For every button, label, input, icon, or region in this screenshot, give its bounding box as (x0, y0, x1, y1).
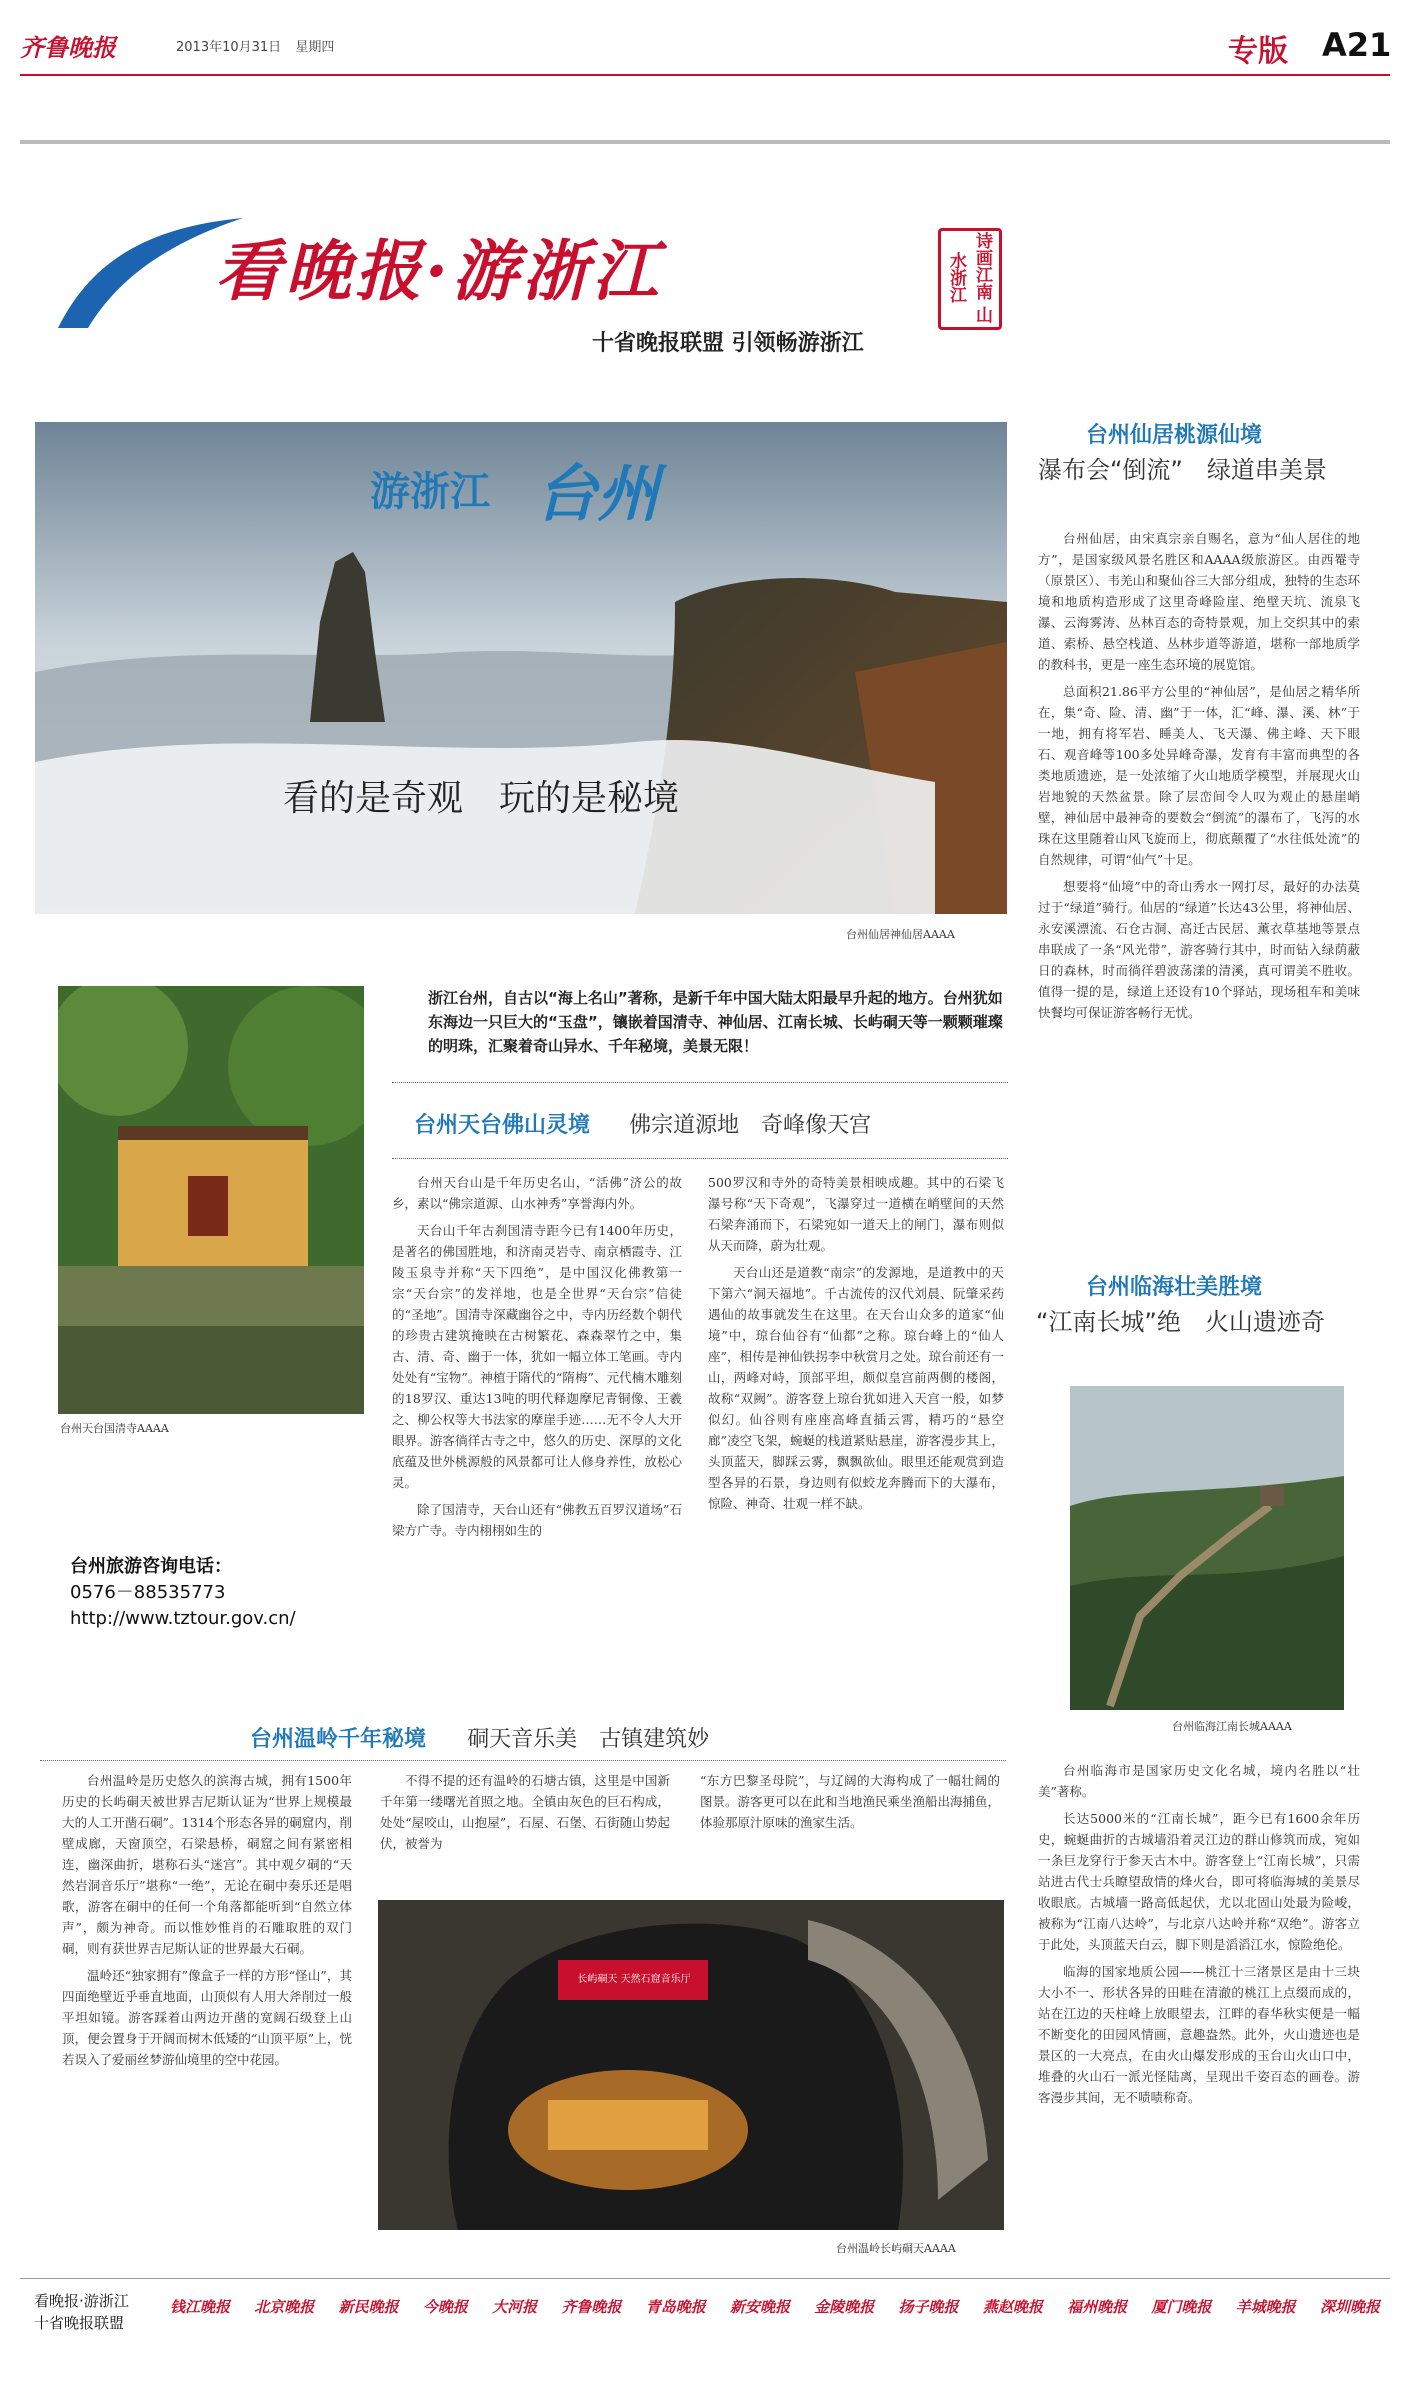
wenling-caption: 台州温岭长屿硐天AAAA (836, 2242, 956, 2255)
wenling-title: 台州温岭千年秘境 (250, 1727, 427, 1752)
linhai-subtitle: “江南长城”绝 火山遗迹奇 (1036, 1308, 1325, 1336)
contact-phone: 0576－88535773 (70, 1582, 226, 1603)
cave-concert-image (378, 1900, 1004, 2230)
linhai-caption: 台州临海江南长城AAAA (1172, 1720, 1292, 1733)
header-rule (20, 74, 1390, 76)
cave-sign: 长屿硐天 天然石窟音乐厅 (577, 1974, 691, 1985)
tiantai-col1-para-1: 台州天台山是千年历史名山，“活佛”济公的故乡，素以“佛宗道源、山水神秀”享誉海内外。 (392, 1175, 682, 1211)
tiantai-column-1 (392, 1172, 682, 1632)
footer-paper-1: 钱江晚报 (170, 2298, 231, 2316)
footer-paper-2: 北京晚报 (254, 2298, 315, 2316)
footer-paper-13: 厦门晚报 (1151, 2298, 1212, 2316)
footer-paper-14: 羊城晚报 (1235, 2298, 1296, 2316)
tiantai-col1-para-3: 除了国清寺，天台山还有“佛教五百罗汉道场”石梁方广寺。寺内栩栩如生的 (392, 1502, 682, 1538)
guoqing-photo (58, 986, 364, 1414)
hero-caption: 台州仙居神仙居AAAA (846, 928, 955, 941)
wenling-subtitle: 硐天音乐美 古镇建筑妙 (467, 1727, 710, 1752)
hero-tagline: 看的是奇观 玩的是秘境 (283, 778, 680, 819)
tiantai-column-2 (708, 1172, 1004, 1632)
footer-papers (170, 2296, 1380, 2317)
intro-text: 浙江台州，自古以“海上名山”著称，是新千年中国大陆太阳最早升起的地方。台州犹如东海边一只巨大的“玉盘”，镶嵌着国清寺、神仙居、江南长城、长屿硐天等一颗颗璀璨的明珠，汇聚着奇山异水、千年秘境，美景无限！ (428, 989, 1003, 1055)
weekday-text: 星期四 (295, 40, 335, 55)
tiantai-subtitle: 佛宗道源地 奇峰像天宫 (629, 1113, 872, 1138)
issue-date (176, 36, 334, 55)
footer-paper-10: 扬子晚报 (898, 2298, 959, 2316)
footer-paper-11: 燕赵晚报 (982, 2298, 1043, 2316)
wenling-heading (250, 1722, 709, 1753)
header-rule-thin (20, 140, 1390, 144)
footer-paper-6: 齐鲁晚报 (561, 2298, 622, 2316)
wenling-col1-para-2: 温岭还“独家拥有”像盒子一样的方形“怪山”，其四面绝壁近乎垂直地面，山顶似有人用大斧削过一般平坦如镜。游客踩着山两边开凿的宽阔石级登上山顶，便会置身于开阔而树木低矮的“山顶平原”上，恍若误入了爱丽丝梦游仙境里的空中花园。 (62, 1968, 352, 2067)
wenling-column-1 (62, 1770, 352, 2230)
footer-paper-7: 青岛晚报 (645, 2298, 706, 2316)
masthead (20, 28, 116, 63)
section-label: 专版 (1228, 34, 1288, 69)
footer-label (34, 2290, 129, 2334)
date-text: 2013年10月31日 (176, 40, 282, 55)
banner-title: 看晚报·游浙江 (215, 232, 662, 310)
hero-title-city: 台州 (535, 457, 660, 530)
great-wall-image (1070, 1386, 1344, 1710)
contact-box (70, 1554, 296, 1632)
wenling-col2-para-1: 不得不提的还有温岭的石塘古镇，这里是中国新千年第一缕曙光首照之地。全镇由灰色的巨石构成，处处“屋咬山，山抱屋”，石屋、石堡、石街随山势起伏，被誉为 (380, 1773, 670, 1851)
xianju-para-3: 想要将“仙境”中的奇山秀水一网打尽，最好的办法莫过于“绿道”骑行。仙居的“绿道”长达43公里，将神仙居、永安溪漂流、石仓古洞、高迁古民居、薰衣草基地等景点串联成了一条“风光带”，游客骑行其中，时而钻入绿荫蔽日的森林，时而徜徉碧波荡漾的清溪，真可谓美不胜收。值得一提的是，绿道上还设有10个驿站，现场租车和美味快餐均可保证游客畅行无忧。 (1038, 879, 1360, 1020)
xianju-subtitle: 瀑布会“倒流” 绿道串美景 (1038, 456, 1327, 484)
xianju-para-2: 总面积21.86平方公里的“神仙居”，是仙居之精华所在，集“奇、险、清、幽”于一体，汇“峰、瀑、溪、林”于一地，拥有将军岩、睡美人、飞天瀑、佛主峰、天下眼石、观音峰等100多处异峰奇瀑，发育有丰富而典型的各类地质遗迹，是一处浓缩了火山地质学模型，并展现火山岩地貌的天然盆景。除了层峦间令人叹为观止的悬崖峭壁，神仙居中最神奇的要数会“倒流”的瀑布了，飞泻的水珠在这里随着山风飞旋而上，彻底颠覆了“水往低处流”的自然规律，可谓“仙气”十足。 (1038, 684, 1360, 867)
linhai-title: 台州临海壮美胜境 (1086, 1275, 1263, 1300)
footer-paper-8: 新安晚报 (729, 2298, 790, 2316)
footer-paper-3: 新民晚报 (338, 2298, 399, 2316)
page-number: A21 (1322, 26, 1392, 64)
wenling-column-2 (380, 1770, 670, 1870)
tiantai-divider (392, 1158, 1008, 1159)
wenling-col1-para-1: 台州温岭是历史悠久的滨海古城，拥有1500年历史的长屿硐天被世界吉尼斯认证为“世界上规模最大的人工开凿石硐”。1314个形态各异的硐窟内，削壁成廊，天窗顶空，石梁悬桥，硐窟之间有紧密相连，幽深曲折，堪称石头“迷宫”。其中观夕硐的“天然岩洞音乐厅”堪称“一绝”，无论在硐中奏乐还是唱歌，游客在硐中的任何一个角落都能听到“自然立体声”，颇为神奇。而以惟妙惟肖的石雕取胜的双门硐，则有获世界吉尼斯认证的世界最大石硐。 (62, 1773, 352, 1956)
wenling-divider (40, 1760, 1006, 1761)
tiantai-col2-para-2: 天台山还是道教“南宗”的发源地，是道教中的天下第六“洞天福地”。千古流传的汉代刘晨、阮肇采药遇仙的故事就发生在这里。在天台山众多的道家“仙境”中，琼台仙谷有“仙都”之称。琼台峰上的“仙人座”，相传是神仙铁拐李中秋赏月之处。琼台前还有一山，两峰对峙，顶部平坦，颇似皇宫前两侧的楼阁，故称“双阙”。游客登上琼台犹如进入天宫一般，如梦似幻。仙谷则有座座高峰直插云霄，精巧的“悬空廊”凌空飞架，蜿蜒的栈道紧贴悬崖，游客漫步其上，头顶蓝天，脚踩云雾，飘飘欲仙。眼里还能观赏到造型各异的石景，身边则有似蛟龙奔腾而下的大瀑布，惊险、神奇、壮观一样不缺。 (708, 1265, 1004, 1511)
footer-paper-12: 福州晚报 (1067, 2298, 1128, 2316)
contact-url[interactable]: http://www.tztour.gov.cn/ (70, 1608, 296, 1629)
seal-text: 诗画江南 山水浙江 (946, 231, 992, 323)
tiantai-heading (414, 1108, 871, 1139)
xianju-para-1: 台州仙居，由宋真宗亲自赐名，意为“仙人居住的地方”，是国家级风景名胜区和AAAA级旅游区。由西罨寺（原景区）、韦羌山和聚仙谷三大部分组成，独特的生态环境和地质构造形成了这里奇峰险崖、绝壁天坑、流泉飞瀑、云海雾涛、丛林百态的奇特景观，加上交织其中的索道、索桥、悬空栈道、丛林步道等游道，堪称一部地质学的教科书，更是一座生态环境的展览馆。 (1038, 531, 1360, 672)
tiantai-title: 台州天台佛山灵境 (414, 1113, 591, 1138)
contact-label: 台州旅游咨询电话： (70, 1556, 232, 1577)
footer-label-line-1: 看晚报·游浙江 (34, 2292, 129, 2310)
footer-paper-15: 深圳晚报 (1319, 2298, 1380, 2316)
footer-label-line-2: 十省晚报联盟 (34, 2314, 125, 2332)
hero-photo-shenxianju (35, 422, 1007, 914)
linhai-para-3: 临海的国家地质公园——桃江十三渚景区是由十三块大小不一、形状各异的田畦在清澈的桃江上点缀而成的，站在江边的天柱峰上放眼望去，江畔的春华秋实便是一幅不断变化的田园风情画，意趣盎然。此外，火山遗迹也是景区的一大亮点，在由火山爆发形成的玉台山火山口中，堆叠的火山石一派光怪陆离，呈现出千姿百态的画卷。游客漫步其间，无不啧啧称奇。 (1038, 1964, 1360, 2105)
footer-paper-5: 大河报 (492, 2298, 538, 2316)
footer-rule (20, 2278, 1390, 2279)
paper-logo: 齐鲁晚报 (20, 33, 116, 62)
banner-slogan: 十省晚报联盟 引领畅游浙江 (592, 331, 864, 356)
xianju-title: 台州仙居桃源仙境 (1086, 423, 1263, 448)
banner-seal (938, 228, 1002, 330)
hero-title-prefix: 游浙江 (370, 469, 490, 515)
intro-divider (392, 1082, 1008, 1083)
wenling-col3-para-1: “东方巴黎圣母院”，与辽阔的大海构成了一幅壮阔的图景。游客更可以在此和当地渔民乘坐渔船出海捕鱼，体验那原汁原味的渔家生活。 (700, 1773, 1000, 1830)
wenling-column-3 (700, 1770, 1000, 1870)
footer-paper-9: 金陵晚报 (814, 2298, 875, 2316)
mountain-landscape-image (35, 422, 1007, 914)
footer-paper-4: 今晚报 (422, 2298, 468, 2316)
linhai-para-2: 长达5000米的“江南长城”，距今已有1600余年历史，蜿蜒曲折的古城墙沿着灵江边的群山修筑而成，宛如一条巨龙穿行于参天古木中。游客登上“江南长城”，只需站进古代士兵瞭望敌情的烽火台，即可将临海城的美景尽收眼底。古城墙一路高低起伏，尤以北固山处最为险峻，被称为“江南八达岭”，与北京八达岭并称“双绝”。游客立于此处，头顶蓝天白云，脚下则是滔滔江水，惊险绝伦。 (1038, 1811, 1360, 1952)
linhai-para-1: 台州临海市是国家历史文化名城，境内名胜以“壮美”著称。 (1038, 1763, 1360, 1799)
xianju-body (1038, 528, 1360, 1228)
tiantai-col2-para-1: 500罗汉和寺外的奇特美景相映成趣。其中的石梁飞瀑号称“天下奇观”，飞瀑穿过一道横在峭壁间的天然石梁奔涌而下，石梁宛如一道天上的闸门，瀑布则似从天而降，蔚为壮观。 (708, 1175, 1004, 1253)
wenling-photo (378, 1900, 1004, 2230)
guoqing-caption: 台州天台国清寺AAAA (60, 1422, 169, 1435)
linhai-photo (1070, 1386, 1344, 1710)
tiantai-col1-para-2: 天台山千年古刹国清寺距今已有1400年历史，是著名的佛国胜地，和济南灵岩寺、南京栖霞寺、江陵玉泉寺并称“天下四绝”，是中国汉化佛教第一宗“天台宗”的发祥地，也是全世界“天台宗”信徒的“圣地”。国清寺深藏幽谷之中，寺内历经数个朝代的珍贵古建筑掩映在古树繁花、森森翠竹之中，集古、清、奇、幽于一体，犹如一幅立体工笔画。寺内处处有“宝物”。神植于隋代的“隋梅”、元代楠木雕刻的18罗汉、重达13吨的明代释迦摩尼青铜像、王羲之、柳公权等大书法家的摩崖手迹……无不令人大开眼界。游客徜徉古寺之中，悠久的历史、深厚的文化底蕴及世外桃源般的风景都可让人修身养性，放松心灵。 (392, 1223, 682, 1490)
temple-image (58, 986, 364, 1414)
linhai-body (1038, 1760, 1360, 2270)
